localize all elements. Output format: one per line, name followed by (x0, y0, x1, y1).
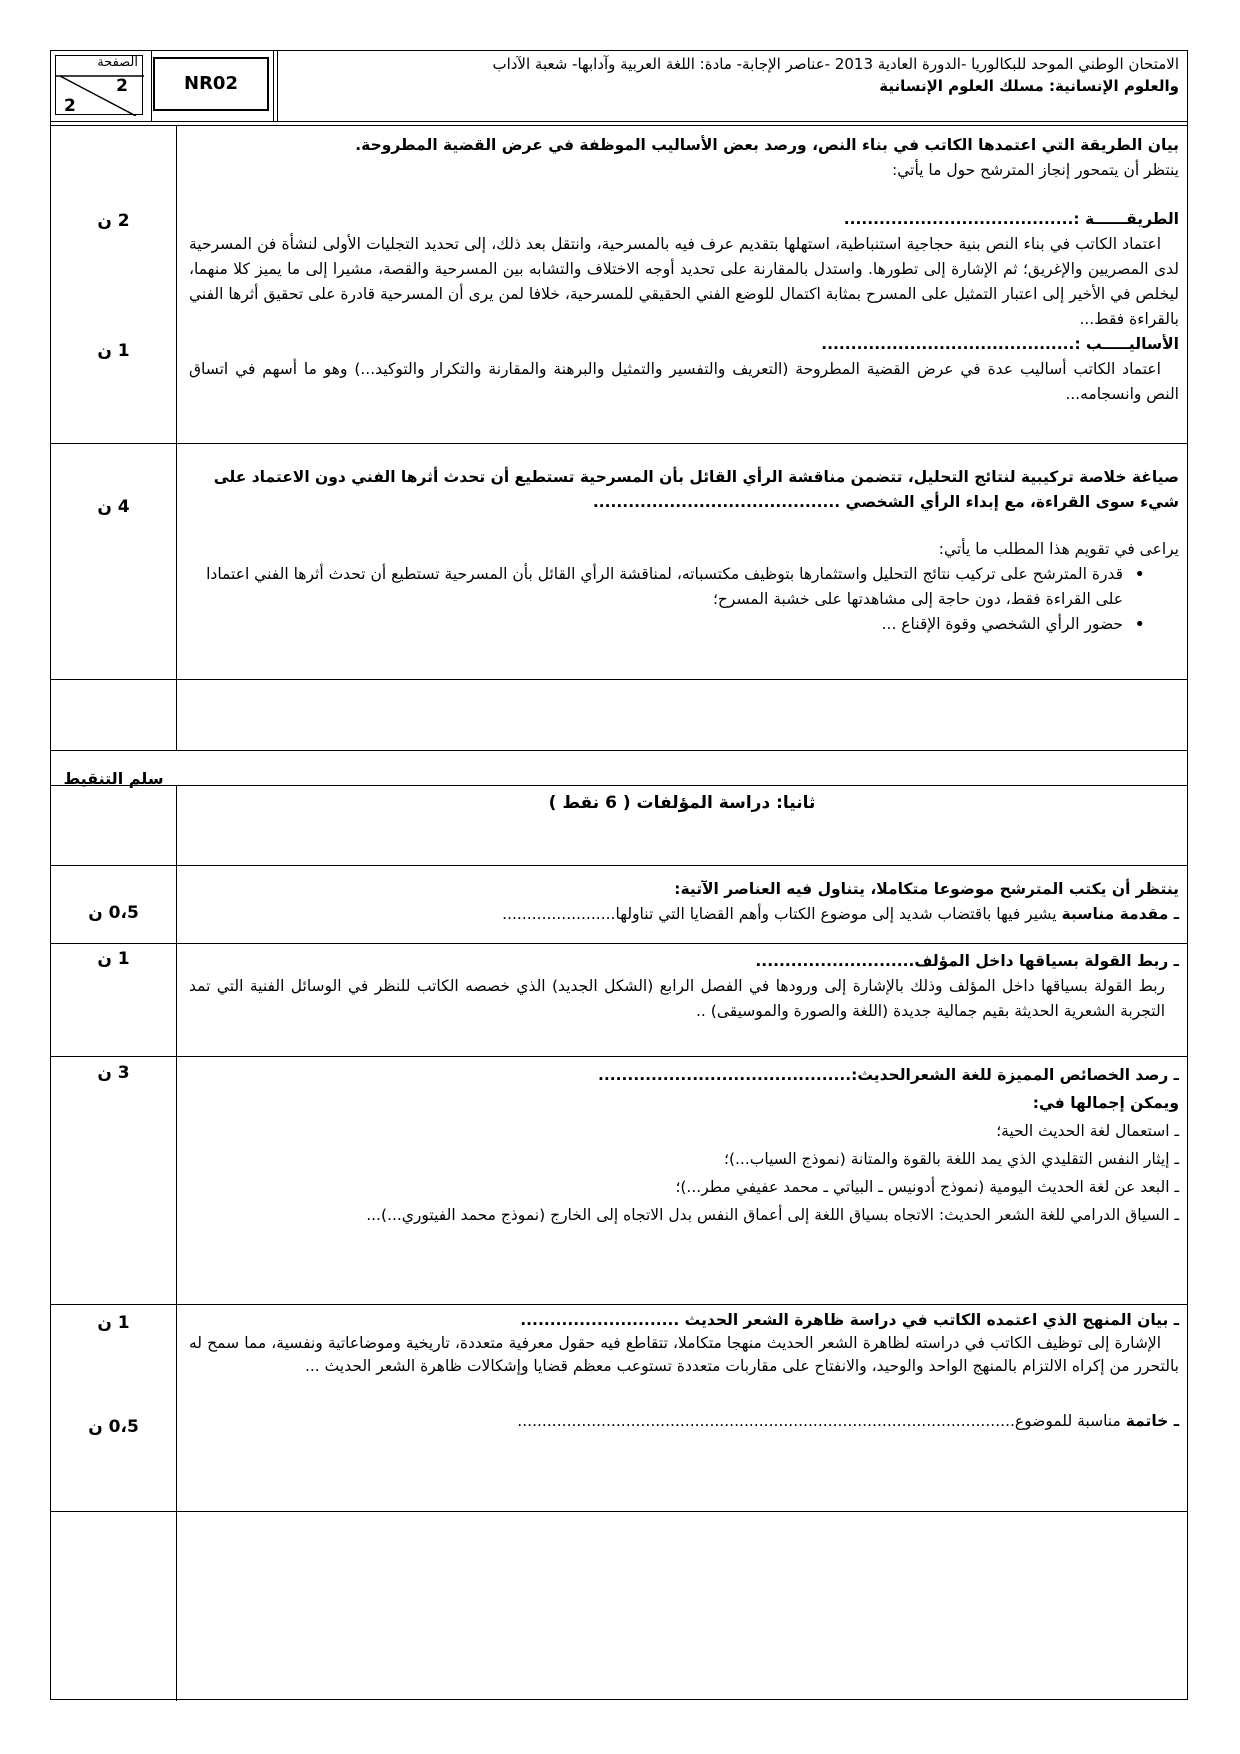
header-line-2: والعلوم الإنسانية: مسلك العلوم الإنسانية (879, 77, 1179, 95)
exam-code: NR02 (153, 57, 269, 111)
header-line-1: الامتحان الوطني الموحد للبكالوريا -الدورة العادية 2013 -عناصر الإجابة- مادة: اللغة العربية وآدابها- شعبة الآداب (492, 55, 1179, 73)
intro-text: يشير فيها باقتضاب شديد إلى موضوع الكتاب وأهم القضايا التي تناولها....................... (502, 905, 1062, 923)
row-method-study (189, 1309, 1179, 1433)
scale-label: سلم التنقيط (63, 769, 164, 788)
score-language-features: 3 ن (97, 1063, 130, 1083)
feature-item: ـ البعد عن لغة الحديث اليومية (نموذج أدونيس ـ البياتي ـ محمد عفيفي مطر...)؛ (675, 1178, 1179, 1196)
intro-heading: ـ مقدمة مناسبة (1061, 905, 1179, 923)
score-method-study: 1 ن (97, 1313, 130, 1333)
method-text: اعتماد الكاتب في بناء النص بنية حجاجية استنباطية، استهلها بتقديم عرف فيه بالمسرحية، وانتقل بعد ذلك، إلى تحديد التجليات الأولى لنشأة فن المسرحية لدى المصريين والإغريق؛ ثم الإشارة إلى تطورها. واستدل بالمقارنة على تحديد أوجه الاختلاف والتشابه بين المسرحية والقصة، مشيرا إلى ما يميز كلا منهما، ليخلص في الأخير إلى اعتبار التمثيل على المسرح بمثابة اكتمال للوضع الفني الحقيقي للمسرحية، خلافا لمن يرى أن المسرحية قادرة على تحقيق أثرها الفني بالقراءة فقط... (189, 235, 1179, 328)
method-heading: الطريقــــــة :....................................... (843, 210, 1179, 228)
language-features-sub: ويمكن إجمالها في: (1032, 1094, 1179, 1112)
conclusion-heading: ـ خاتمة (1125, 1412, 1179, 1430)
language-features-heading: ـ رصد الخصائص المميزة للغة الشعرالحديث:........................................... (597, 1066, 1179, 1084)
quote-context-text: ربط القولة بسياقها داخل المؤلف وذلك بالإشارة إلى ورودها في الفصل الرابع (الشكل الجديد) الذي خصصه الكاتب للنظر في الوسائل الفنية التي تمد التجربة الشعرية الحديثة بقيم جمالية جديدة (اللغة والصورة والموسيقى) .. (189, 977, 1165, 1020)
page-total: 2 (64, 96, 76, 116)
page-label: الصفحة (97, 55, 138, 70)
feature-item: ـ استعمال لغة الحديث الحية؛ (996, 1122, 1179, 1140)
feature-item: ـ إيثار النفس التقليدي الذي يمد اللغة بالقوة والمتانة (نموذج السياب...)؛ (724, 1150, 1179, 1168)
exam-header-title (254, 53, 1179, 97)
score-introduction: 0،5 ن (88, 903, 139, 923)
score-conclusion: 0،5 ن (88, 1417, 139, 1437)
synthesis-intro: يراعى في تقويم هذا المطلب ما يأتي: (938, 540, 1179, 558)
conclusion-text: مناسبة للموضوع..................................................................................................... (517, 1412, 1126, 1430)
method-study-text: الإشارة إلى توظيف الكاتب في دراسته لظاهرة الشعر الحديث منهجا متكاملا، تتقاطع فيه حقول معرفية متعددة، تاريخية وموضاعاتية ونفسية، مما سمح له بالتحرر من إكراه الالتزام بالمنهج الواحد والوحيد، والانفتاح على مقاربات متعددة تستوعب معظم قضايا وإشكالات ظاهرة الشعر الحديث ... (189, 1334, 1179, 1375)
feature-item: ـ السياق الدرامي للغة الشعر الحديث: الاتجاه بسياق اللغة إلى أعماق النفس بدل الاتجاه إلى الخارج (نموذج محمد الفيتوري...)... (366, 1206, 1179, 1224)
section-method-styles (189, 133, 1179, 407)
synthesis-criterion: • حضور الرأي الشخصي وقوة الإقناع ... (189, 612, 1149, 637)
page-number: 2 (116, 76, 128, 96)
score-synthesis: 4 ن (97, 497, 130, 517)
method-study-heading: ـ بيان المنهج الذي اعتمده الكاتب في دراسة ظاهرة الشعر الحديث ........................... (520, 1311, 1179, 1329)
score-styles: 1 ن (97, 341, 130, 361)
part-two-title: ثانيا: دراسة المؤلفات ( 6 نقط ) (548, 793, 816, 813)
score-quote-context: 1 ن (97, 949, 130, 969)
answer-sheet (50, 50, 1188, 1700)
quote-context-heading: ـ ربط القولة بسياقها داخل المؤلف........................... (755, 952, 1179, 970)
essay-intro: ينتظر أن يكتب المترشح موضوعا متكاملا، يتناول فيه العناصر الآتية: (674, 880, 1179, 898)
styles-text: اعتماد الكاتب أساليب عدة في عرض القضية المطروحة (التعريف والتفسير والتمثيل والبرهنة والمقارنة والتكرار والتوكيد...) وهو ما أسهم في اتساق النص وانسجامه... (189, 360, 1179, 403)
section-synthesis (189, 465, 1179, 637)
styles-heading: الأساليـــــب :........................................... (821, 335, 1179, 353)
row-language-features (189, 1061, 1179, 1229)
section-intro: ينتظر أن يتمحور إنجاز المترشح حول ما يأتي: (892, 161, 1179, 179)
row-quote-context (189, 949, 1179, 1024)
score-method: 2 ن (97, 211, 130, 231)
synthesis-title: صياغة خلاصة تركيبية لنتائج التحليل، تتضمن مناقشة الرأي القائل بأن المسرحية تستطيع أن تحدث أثرها الفني دون الاعتماد على شيء سوى القراءة، مع إبداء الرأي الشخصي .......................................... (213, 468, 1179, 511)
page-number-box (55, 55, 143, 115)
row-introduction (189, 877, 1179, 927)
section-title: بيان الطريقة التي اعتمدها الكاتب في بناء النص، ورصد بعض الأساليب الموظفة في عرض القضية المطروحة. (355, 136, 1179, 154)
synthesis-criterion: • قدرة المترشح على تركيب نتائج التحليل واستثمارها بتوظيف مكتسباته، لمناقشة الرأي القائل بأن المسرحية تستطيع أن تحدث أثرها الفني اعتمادا على القراءة فقط، دون حاجة إلى مشاهدتها على خشبة المسرح؛ (189, 562, 1149, 612)
